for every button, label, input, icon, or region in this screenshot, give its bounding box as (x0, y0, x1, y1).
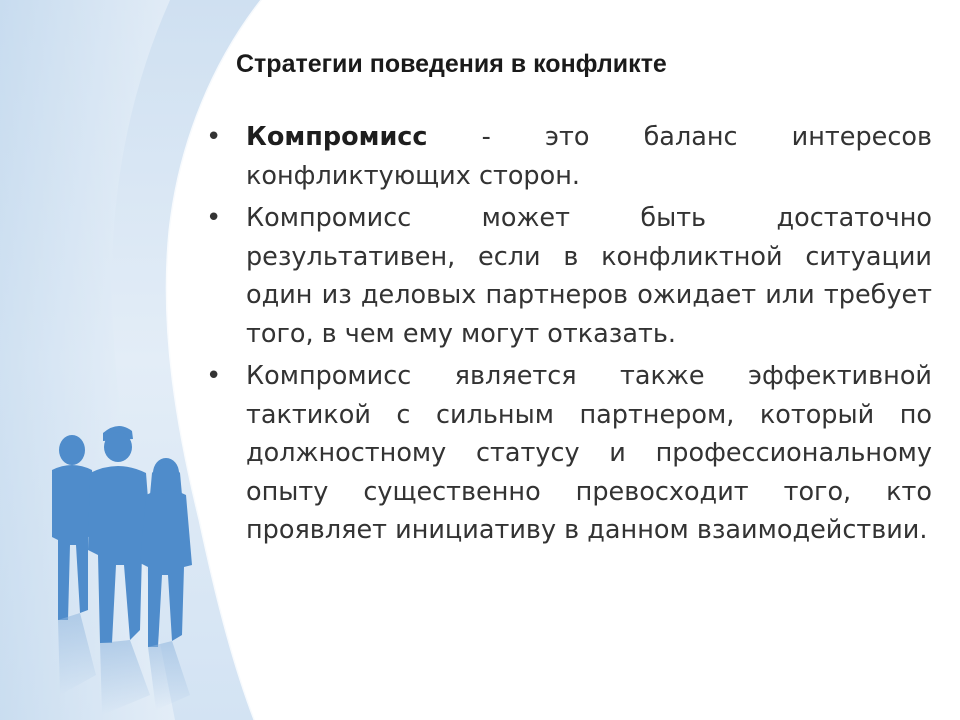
bullet-dot-icon: • (206, 203, 222, 233)
bullet-dot-icon: • (206, 122, 222, 152)
bullet-text: - это баланс интересов конфликтующих сторон. (246, 122, 932, 191)
bullet-term: Компромисс (246, 122, 428, 152)
bullet-dot-icon: • (206, 361, 222, 391)
slide-title: Стратегии поведения в конфликте (236, 50, 667, 78)
bullet-list (206, 118, 932, 554)
bullet-item (206, 118, 932, 195)
bullet-text: Компромисс является также эффективной тактикой с сильным партнером, который по должностному статусу и профессиональному опыту существенно превосходит того, кто проявляет инициативу в данном взаимодействии. (246, 361, 932, 545)
bullet-item (206, 199, 932, 353)
bullet-text: Компромисс может быть достаточно результативен, если в конфликтной ситуации один из деловых партнеров ожидает или требует того, в чем ему могут отказать. (246, 203, 932, 349)
people-silhouettes-graphic (30, 415, 220, 715)
bullet-item (206, 357, 932, 550)
